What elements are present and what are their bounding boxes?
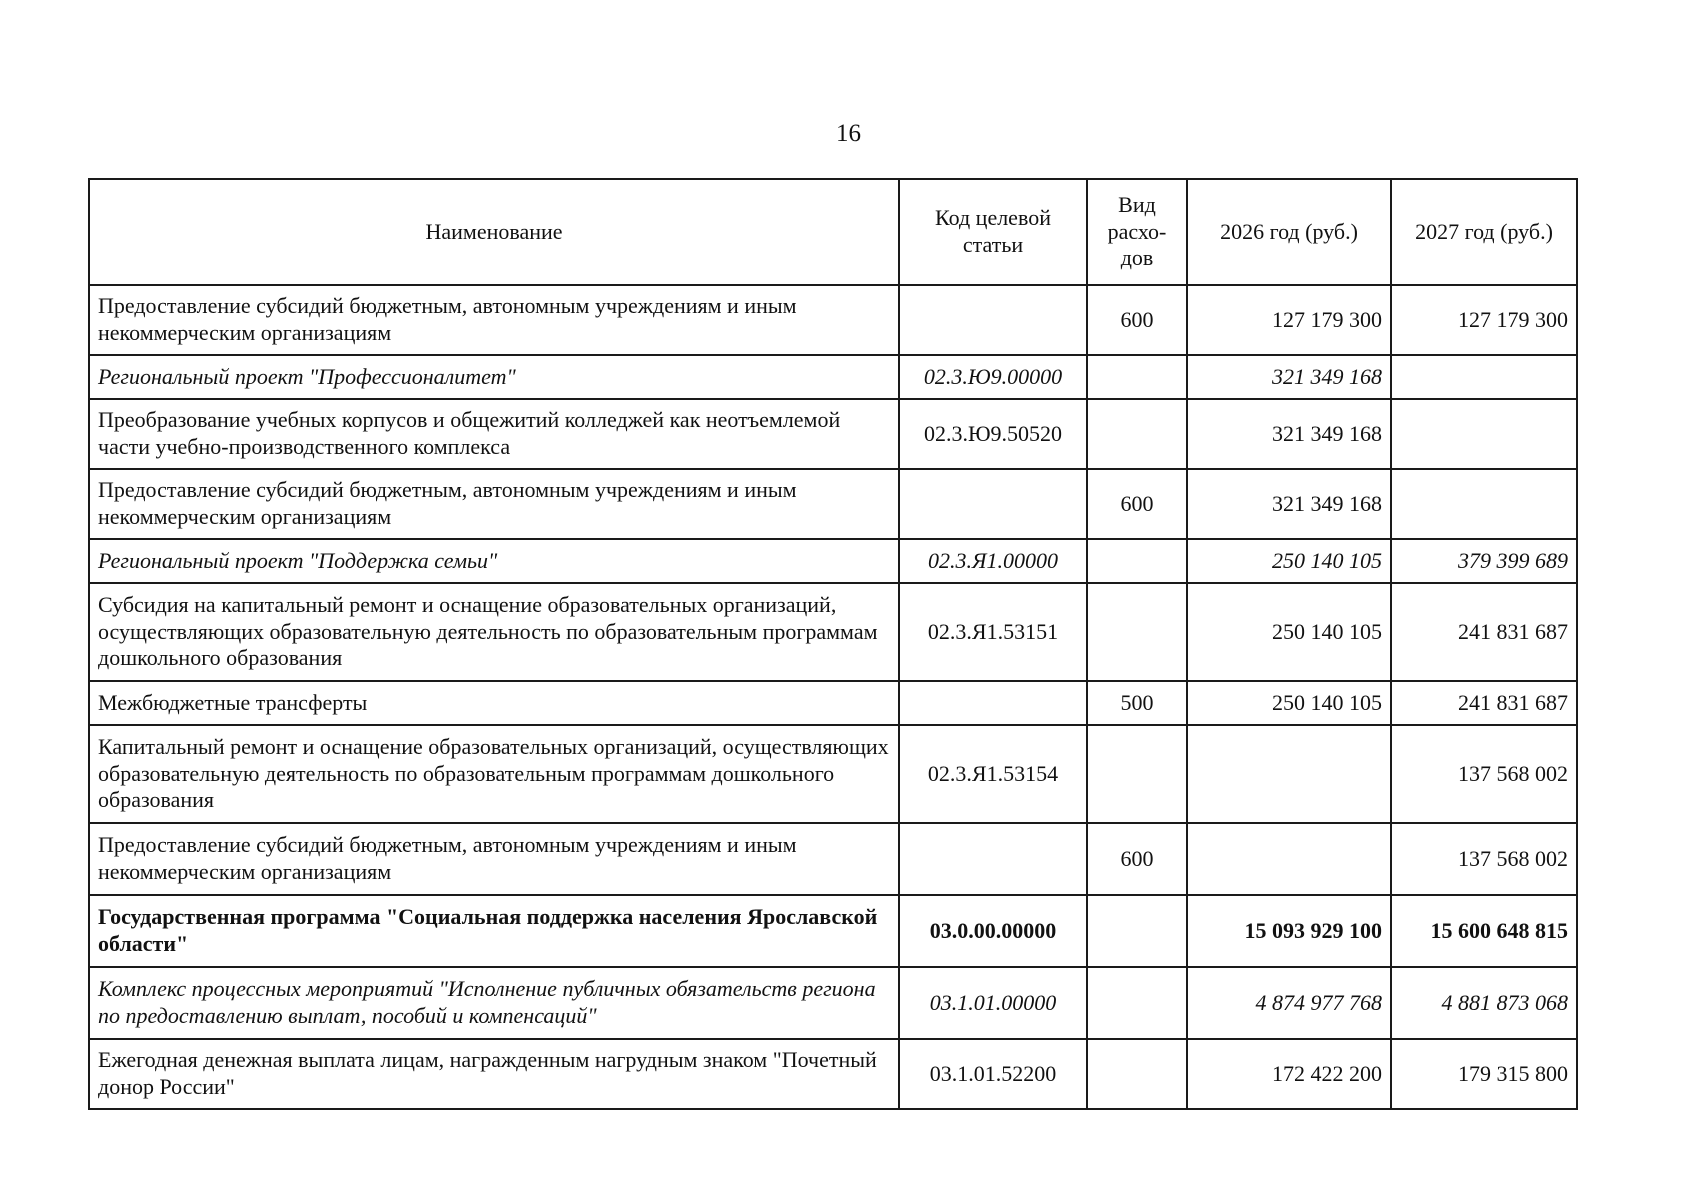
row-name: Предоставление субсидий бюджетным, автономным учреждениям и иным некоммерческим организациям bbox=[89, 823, 899, 895]
row-vid bbox=[1087, 355, 1187, 399]
header-year-2026: 2026 год (руб.) bbox=[1187, 179, 1391, 285]
row-amount-2027: 179 315 800 bbox=[1391, 1039, 1577, 1109]
table-row bbox=[89, 285, 1577, 355]
row-vid bbox=[1087, 399, 1187, 469]
row-amount-2027: 15 600 648 815 bbox=[1391, 895, 1577, 967]
table-row bbox=[89, 725, 1577, 823]
row-name: Комплекс процессных мероприятий "Исполнение публичных обязательств региона по предоставлению выплат, пособий и компенсаций" bbox=[89, 967, 899, 1039]
row-amount-2027: 4 881 873 068 bbox=[1391, 967, 1577, 1039]
row-amount-2026: 321 349 168 bbox=[1187, 399, 1391, 469]
row-code: 02.3.Ю9.00000 bbox=[899, 355, 1087, 399]
row-amount-2026: 127 179 300 bbox=[1187, 285, 1391, 355]
table-row bbox=[89, 469, 1577, 539]
row-amount-2027: 127 179 300 bbox=[1391, 285, 1577, 355]
row-amount-2027: 137 568 002 bbox=[1391, 725, 1577, 823]
row-amount-2026: 250 140 105 bbox=[1187, 539, 1391, 583]
table-row bbox=[89, 967, 1577, 1039]
table-row bbox=[89, 399, 1577, 469]
row-amount-2026 bbox=[1187, 725, 1391, 823]
table-row bbox=[89, 1039, 1577, 1109]
row-vid bbox=[1087, 725, 1187, 823]
row-amount-2026: 250 140 105 bbox=[1187, 583, 1391, 681]
row-vid bbox=[1087, 895, 1187, 967]
budget-table bbox=[88, 178, 1578, 1110]
table-header-row bbox=[89, 179, 1577, 285]
row-vid bbox=[1087, 1039, 1187, 1109]
row-amount-2027: 241 831 687 bbox=[1391, 681, 1577, 725]
row-amount-2026: 15 093 929 100 bbox=[1187, 895, 1391, 967]
table-row bbox=[89, 583, 1577, 681]
row-name: Предоставление субсидий бюджетным, автономным учреждениям и иным некоммерческим организациям bbox=[89, 469, 899, 539]
row-amount-2027: 241 831 687 bbox=[1391, 583, 1577, 681]
row-code bbox=[899, 823, 1087, 895]
row-amount-2026: 4 874 977 768 bbox=[1187, 967, 1391, 1039]
row-vid: 600 bbox=[1087, 285, 1187, 355]
row-amount-2026 bbox=[1187, 823, 1391, 895]
row-vid: 600 bbox=[1087, 823, 1187, 895]
row-code: 02.3.Я1.53154 bbox=[899, 725, 1087, 823]
row-amount-2026: 321 349 168 bbox=[1187, 355, 1391, 399]
header-year-2027: 2027 год (руб.) bbox=[1391, 179, 1577, 285]
row-code bbox=[899, 285, 1087, 355]
page-number: 16 bbox=[836, 120, 861, 147]
row-code bbox=[899, 681, 1087, 725]
row-code: 02.3.Ю9.50520 bbox=[899, 399, 1087, 469]
row-name: Региональный проект "Поддержка семьи" bbox=[89, 539, 899, 583]
row-amount-2026: 250 140 105 bbox=[1187, 681, 1391, 725]
row-name: Государственная программа "Социальная поддержка населения Ярославской области" bbox=[89, 895, 899, 967]
row-vid bbox=[1087, 583, 1187, 681]
row-vid: 600 bbox=[1087, 469, 1187, 539]
row-name: Ежегодная денежная выплата лицам, награжденным нагрудным знаком "Почетный донор России" bbox=[89, 1039, 899, 1109]
row-code: 03.0.00.00000 bbox=[899, 895, 1087, 967]
row-name: Предоставление субсидий бюджетным, автономным учреждениям и иным некоммерческим организациям bbox=[89, 285, 899, 355]
header-code: Код целевой статьи bbox=[899, 179, 1087, 285]
table-row bbox=[89, 681, 1577, 725]
row-amount-2027: 137 568 002 bbox=[1391, 823, 1577, 895]
row-name: Капитальный ремонт и оснащение образовательных организаций, осуществляющих образовательную деятельность по образовательным программам дошкольного образования bbox=[89, 725, 899, 823]
row-name: Субсидия на капитальный ремонт и оснащение образовательных организаций, осуществляющих образовательную деятельность по образовательным программам дошкольного образования bbox=[89, 583, 899, 681]
table-row bbox=[89, 539, 1577, 583]
table-row bbox=[89, 355, 1577, 399]
row-vid bbox=[1087, 539, 1187, 583]
row-amount-2027: 379 399 689 bbox=[1391, 539, 1577, 583]
row-code: 03.1.01.52200 bbox=[899, 1039, 1087, 1109]
row-name: Преобразование учебных корпусов и общежитий колледжей как неотъемлемой части учебно-производственного комплекса bbox=[89, 399, 899, 469]
row-amount-2026: 172 422 200 bbox=[1187, 1039, 1391, 1109]
row-amount-2027 bbox=[1391, 355, 1577, 399]
row-code: 02.3.Я1.53151 bbox=[899, 583, 1087, 681]
row-vid bbox=[1087, 967, 1187, 1039]
row-code bbox=[899, 469, 1087, 539]
row-amount-2026: 321 349 168 bbox=[1187, 469, 1391, 539]
row-code: 03.1.01.00000 bbox=[899, 967, 1087, 1039]
row-amount-2027 bbox=[1391, 469, 1577, 539]
table-row bbox=[89, 895, 1577, 967]
row-name: Межбюджетные трансферты bbox=[89, 681, 899, 725]
header-name: Наименование bbox=[89, 179, 899, 285]
row-code: 02.3.Я1.00000 bbox=[899, 539, 1087, 583]
row-amount-2027 bbox=[1391, 399, 1577, 469]
header-vid: Вид расхо-дов bbox=[1087, 179, 1187, 285]
row-name: Региональный проект "Профессионалитет" bbox=[89, 355, 899, 399]
row-vid: 500 bbox=[1087, 681, 1187, 725]
table-row bbox=[89, 823, 1577, 895]
